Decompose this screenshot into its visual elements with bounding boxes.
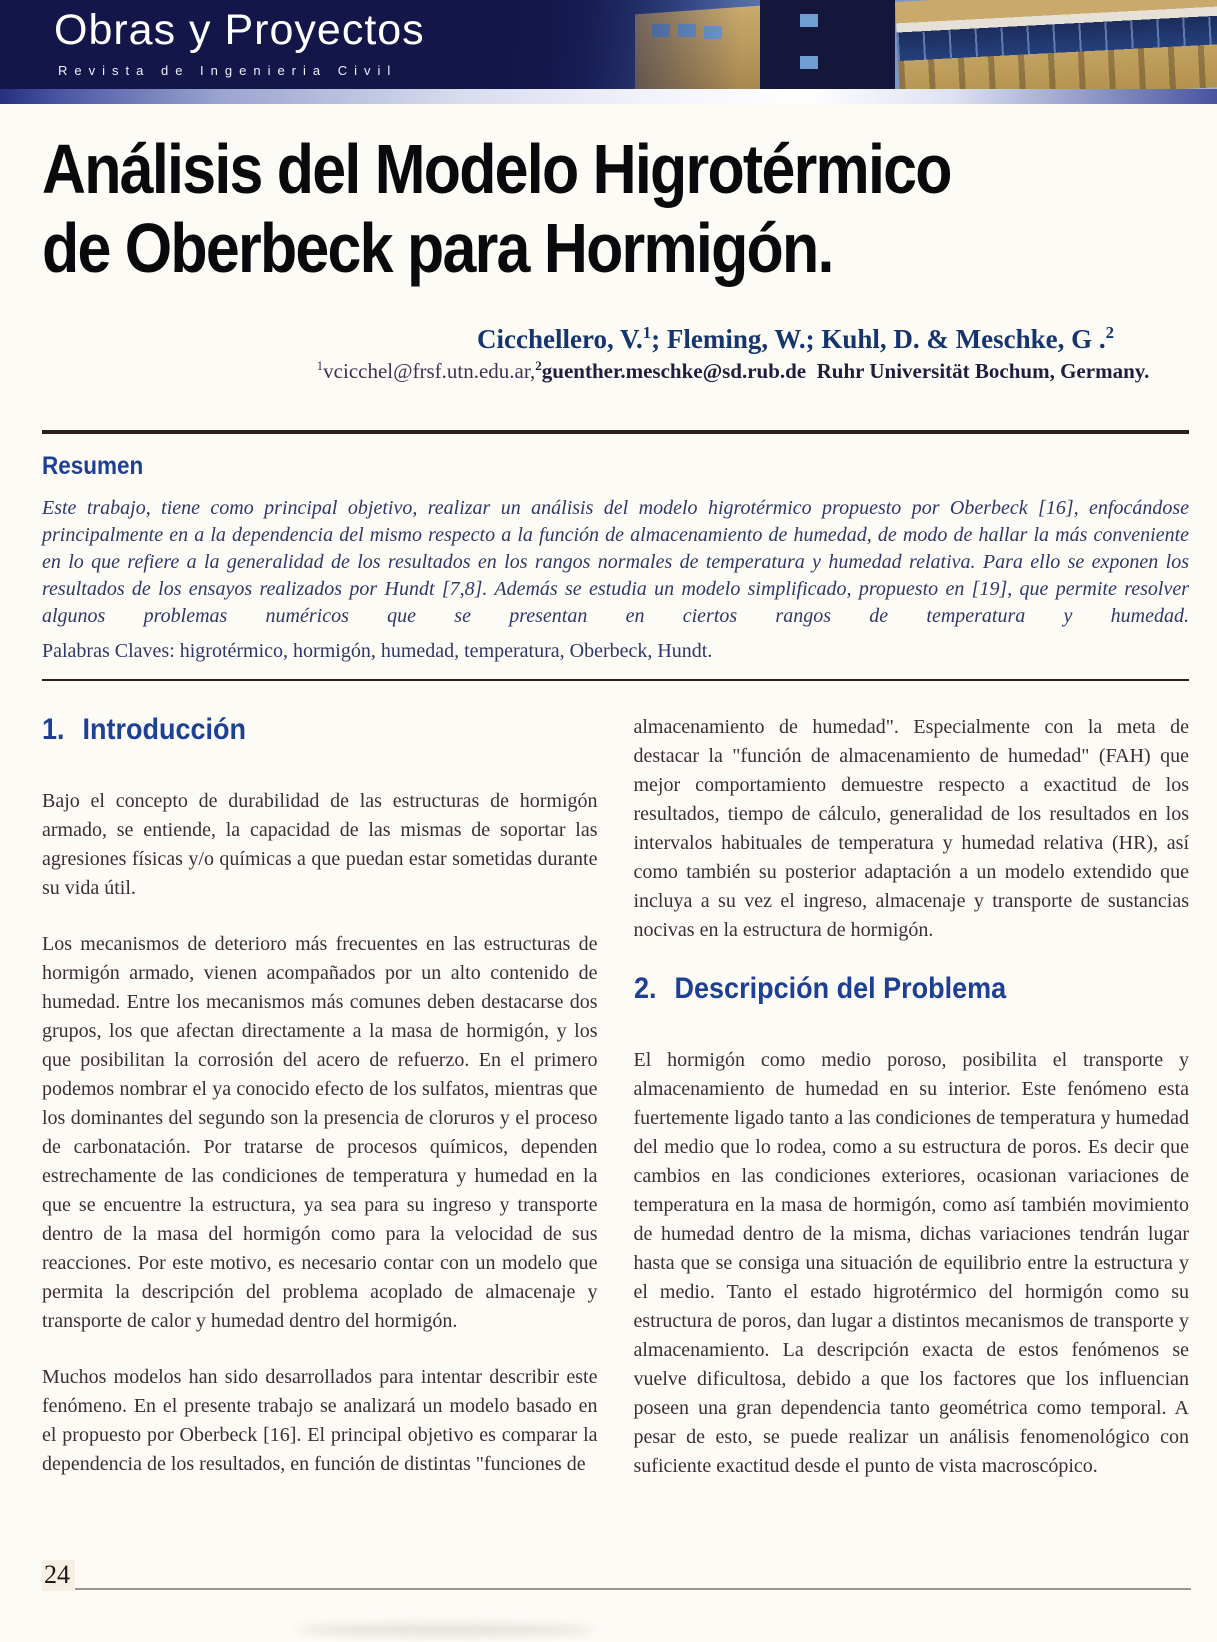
- right-column: [634, 713, 1190, 1508]
- article-body: [0, 130, 1217, 1508]
- article-title-line2: de Oberbeck para Hormigón.: [42, 209, 833, 287]
- photo-window: [800, 56, 818, 69]
- scan-artifact: [295, 1624, 595, 1636]
- banner-gradient-strip: [0, 89, 1217, 104]
- author-email-2: guenther.meschke@sd.rub.de: [541, 359, 807, 383]
- article-title: [42, 130, 1189, 288]
- authors: [42, 324, 1189, 355]
- page-number: 24: [42, 1560, 75, 1591]
- photo-dark-mass: [760, 0, 895, 89]
- photo-facade: [895, 0, 1217, 89]
- paragraph: almacenamiento de humedad". Especialmente con la meta de destacar la "función de almacenamiento de humedad" (FAH) que mejor comportamiento demuestre respecto a exactitud de los resultados, tiempo de cálculo, generalidad de los resultados en los intervalos habituales de temperatura y humedad relativa (HR), así como también su posterior adaptación a un modelo extendido que incluya a su vez el ingreso, almacenaje y transporte de sustancias nocivas en la estructura de hormigón.: [633, 716, 1189, 941]
- divider-sections: [42, 679, 1189, 681]
- section-1-heading: [42, 713, 598, 747]
- paragraph: El hormigón como medio poroso, posibilita el transporte y almacenamiento de humedad en su interior. Este fenómeno esta fuertemente ligado tanto a las condiciones de temperatura y humedad del medio que lo rodea, como a su estructura de poros. Es decir que cambios en las condiciones exteriores, ocasionan variaciones de temperatura en la masa de hormigón, como así también movimiento de humedad dentro de la misma, dichas variaciones tendrán lugar hasta que se consiga una situación de equilibrio entre la estructura y el medio. Tanto el estado higrotérmico del hormigón como su estructura de poros, dan lugar a distintos mecanismos de transporte y almacenamiento. La descripción exacta de estos fenómenos se vuelve dificultosa, debido a que los factores que los influencian poseen una gran dependencia tanto geométrica como temporal. A pesar de esto, se puede realizar un análisis fenomenológico con suficiente exactitud desde el punto de vista macroscópico.: [633, 1049, 1189, 1477]
- author-name: Cicchellero, V.: [477, 324, 643, 354]
- keywords-line: Palabras Claves: higrotérmico, hormigón, humedad, temperatura, Oberbeck, Hundt.: [42, 640, 713, 662]
- photo-left-blend: [470, 0, 740, 89]
- section-2-heading: [634, 972, 1190, 1006]
- journal-banner: [0, 0, 1217, 104]
- paragraph: Muchos modelos han sido desarrollados para intentar describir este fenómeno. En el presente trabajo se analizará un modelo basado en el propuesto por Oberbeck [16]. El principal objetivo es comparar la dependencia de los resultados, en función de distintas "funciones de: [42, 1366, 598, 1475]
- section-1-title: Introducción: [82, 713, 247, 746]
- section-2-title: Descripción del Problema: [674, 972, 1006, 1005]
- left-column: [42, 713, 598, 1508]
- author-affil-mark: 2: [1105, 323, 1114, 342]
- two-column-text: [42, 713, 1189, 1508]
- affiliation: [42, 359, 1189, 384]
- paragraph: Los mecanismos de deterioro más frecuentes en las estructuras de hormigón armado, vienen acompañados por un alto contenido de humedad. Entre los mecanismos más comunes deben destacarse dos grupos, los que afectan directamente a la masa de hormigón, y los que posibilitan la corrosión del acero de refuerzo. En el primero podemos nombrar el ya conocido efecto de los sulfatos, mientras que los dominantes del segundo son la presencia de cloruros y el proceso de carbonatación. Por tratarse de procesos químicos, dependen estrechamente de las condiciones de temperatura y humedad en la que se encuentre la estructura, ya sea para su ingreso y transporte dentro de la masa del hormigón como para la velocidad de sus reacciones. Por este motivo, es necesario contar con un modelo que permita la descripción del problema acoplado de almacenaje y transporte de calor y humedad dentro del hormigón.: [42, 933, 598, 1332]
- author-affil-mark: 1: [642, 323, 652, 342]
- institution: Ruhr Universität Bochum, Germany.: [806, 359, 1150, 383]
- abstract-heading-text: Resumen: [42, 452, 144, 480]
- affil-mark-1: 1: [316, 358, 324, 373]
- divider-top: [42, 430, 1189, 434]
- section-1-number: 1.: [42, 713, 65, 746]
- abstract-heading: [42, 452, 1189, 481]
- page-footer: [42, 1548, 1191, 1590]
- paragraph: Bajo el concepto de durabilidad de las estructuras de hormigón armado, se entiende, la capacidad de las mismas de soportar las agresiones físicas y/o químicas a que puedan estar sometidas durante su vida útil.: [42, 790, 598, 899]
- affil-mark-2: 2: [535, 358, 542, 373]
- photo-window: [800, 14, 818, 27]
- journal-name: Obras y Proyectos: [54, 6, 425, 54]
- article-title-line1: Análisis del Modelo Higrotérmico: [42, 130, 951, 208]
- abstract-text: Este trabajo, tiene como principal objetivo, realizar un análisis del modelo higrotérmico propuesto por Oberbeck [16], enfocándose principalmente en a la dependencia del mismo respecto a la función de almacenamiento de humedad, de modo de hallar la más conveniente en lo que refiere a la generalidad de los resultados en los rangos normales de temperatura y humedad relativa. Para ello se exponen los resultados de los ensayos realizados por Hundt [7,8]. Además se estudia un modelo simplificado, propuesto en [19], que permite resolver algunos problemas numéricos que se presentan en ciertos rangos de temperatura y humedad.: [42, 497, 1189, 627]
- author-email-1: vcicchel@frsf.utn.edu.ar,: [323, 359, 536, 383]
- journal-tagline: Revista de Ingenieria Civil: [58, 63, 398, 78]
- section-2-number: 2.: [633, 972, 657, 1005]
- author-names-rest: ; Fleming, W.; Kuhl, D. & Meschke, G .: [651, 324, 1106, 354]
- building-photo: [470, 0, 1217, 89]
